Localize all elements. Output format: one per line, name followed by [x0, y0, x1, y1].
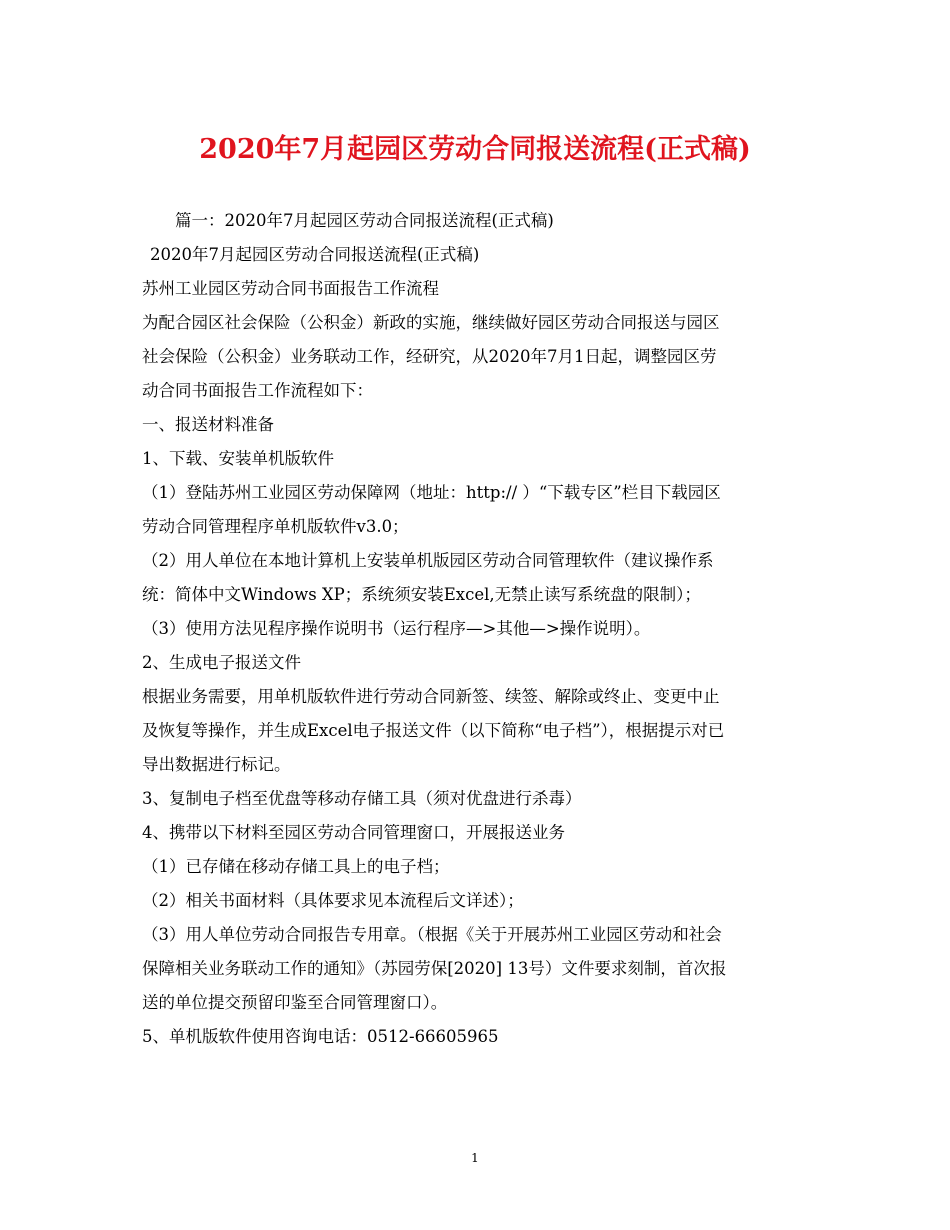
paragraph-line: 送的单位提交预留印鉴至合同管理窗口）。 — [142, 993, 448, 1012]
paragraph-line: （1）登陆苏州工业园区劳动保障网（地址：http:// ）“下载专区”栏目下载园区 — [142, 483, 721, 502]
paragraph-line: 社会保险（公积金）业务联动工作，经研究，从2020年7月1日起，调整园区劳 — [142, 347, 717, 366]
paragraph-line: 动合同书面报告工作流程如下： — [142, 381, 373, 400]
paragraph-line: 1、下载、安装单机版软件 — [142, 449, 334, 468]
paragraph-line: 导出数据进行标记。 — [142, 755, 291, 774]
paragraph-line: （3）用人单位劳动合同报告专用章。（根据《关于开展苏州工业园区劳动和社会 — [142, 925, 722, 944]
paragraph-line: （2）相关书面材料（具体要求见本流程后文详述）； — [142, 891, 524, 910]
paragraph-line: （3）使用方法见程序操作说明书（运行程序—>其他—>操作说明）。 — [142, 619, 651, 638]
paragraph-line: 根据业务需要，用单机版软件进行劳动合同新签、续签、解除或终止、变更中止 — [142, 687, 720, 706]
paragraph-line: 保障相关业务联动工作的通知》（苏园劳保[2020] 13号）文件要求刻制，首次报 — [142, 959, 727, 978]
paragraph-line: 一、报送材料准备 — [142, 415, 274, 434]
paragraph-line: 为配合园区社会保险（公积金）新政的实施，继续做好园区劳动合同报送与园区 — [142, 313, 720, 332]
paragraph-line: 4、携带以下材料至园区劳动合同管理窗口，开展报送业务 — [142, 823, 565, 842]
paragraph-line: 篇一：2020年7月起园区劳动合同报送流程(正式稿) — [175, 211, 554, 230]
document-body — [142, 204, 812, 1054]
paragraph-line: 劳动合同管理程序单机版软件v3.0； — [142, 517, 409, 536]
paragraph-line: 2、生成电子报送文件 — [142, 653, 301, 672]
paragraph-line: 苏州工业园区劳动合同书面报告工作流程 — [142, 279, 439, 298]
document-title: 2020年7月起园区劳动合同报送流程(正式稿) — [199, 134, 751, 165]
paragraph-line: 2020年7月起园区劳动合同报送流程(正式稿) — [150, 245, 480, 264]
paragraph-line: 及恢复等操作，并生成Excel电子报送文件（以下简称“电子档”），根据提示对已 — [142, 721, 725, 740]
paragraph-line: 3、复制电子档至优盘等移动存储工具（须对优盘进行杀毒） — [142, 789, 582, 808]
paragraph-line: 5、单机版软件使用咨询电话：0512-66605965 — [142, 1027, 499, 1046]
paragraph-line: （1）已存储在移动存储工具上的电子档； — [142, 857, 450, 876]
paragraph-line: 统：简体中文Windows XP；系统须安装Excel,无禁止读写系统盘的限制）； — [142, 585, 701, 604]
page-number: 1 — [471, 1151, 479, 1165]
paragraph-line: （2）用人单位在本地计算机上安装单机版园区劳动合同管理软件（建议操作系 — [142, 551, 714, 570]
